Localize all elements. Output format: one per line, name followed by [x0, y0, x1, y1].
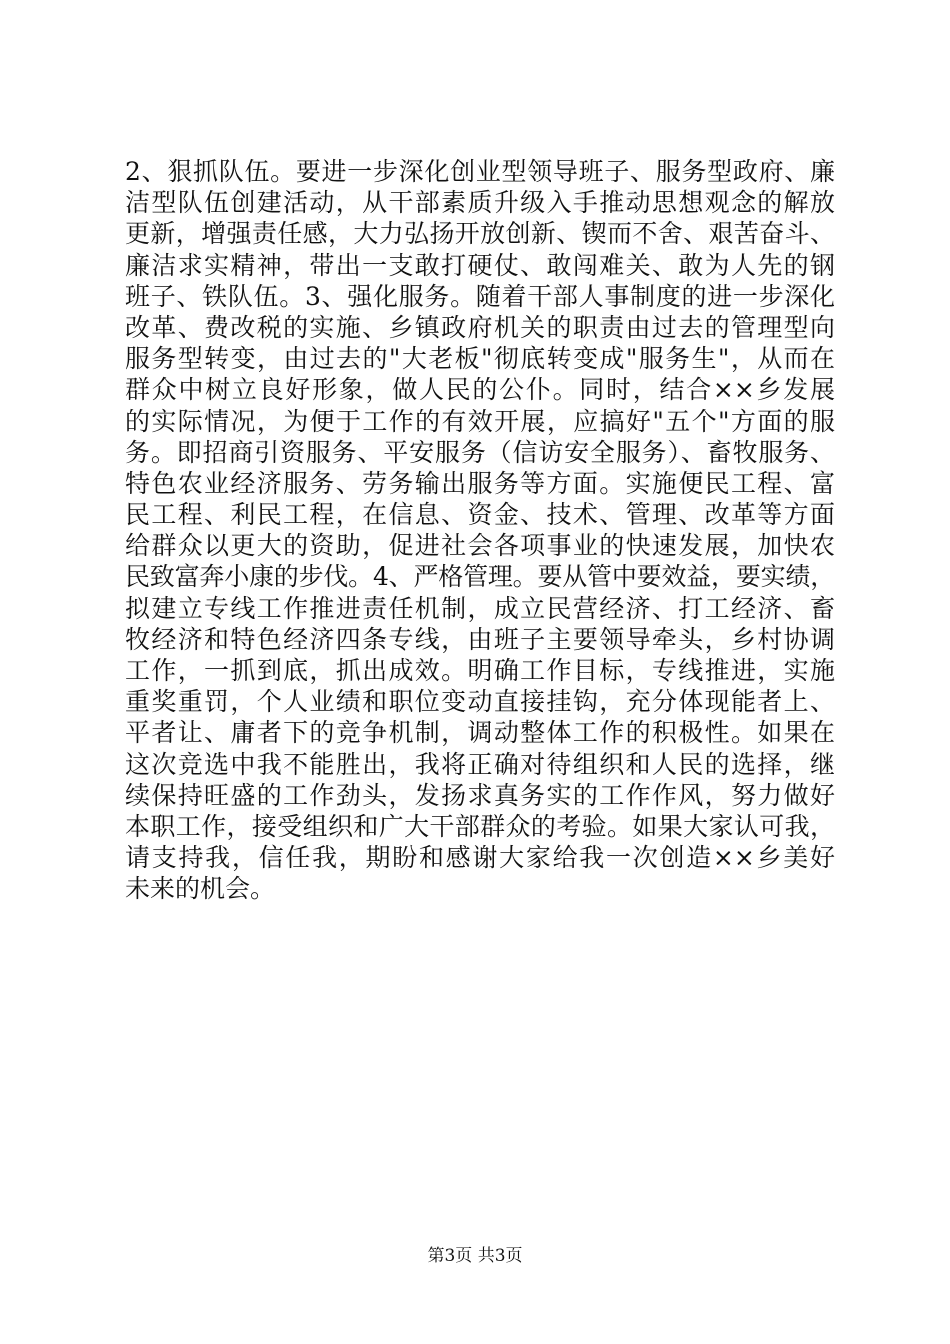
- text-line: 拟建立专线工作推进责任机制，成立民营经济、打工经济、畜: [125, 593, 835, 623]
- text-line: 群众中树立良好形象，做人民的公仆。同时，结合××乡发展: [125, 375, 835, 405]
- text-line: 未来的机会。: [125, 874, 276, 904]
- text-line: 更新，增强责任感，大力弘扬开放创新、锲而不舍、艰苦奋斗、: [125, 219, 835, 249]
- text-line: 请支持我，信任我，期盼和感谢大家给我一次创造××乡美好: [125, 843, 835, 873]
- text-line: 工作，一抓到底，抓出成效。明确工作目标，专线推进，实施: [125, 656, 835, 685]
- text-line: 平者让、庸者下的竞争机制，调动整体工作的积极性。如果在: [125, 718, 835, 748]
- text-line: 改革、费改税的实施、乡镇政府机关的职责由过去的管理型向: [125, 312, 835, 342]
- text-line: 特色农业经济服务、劳务输出服务等方面。实施便民工程、富: [125, 468, 835, 498]
- text-line: 洁型队伍创建活动，从干部素质升级入手推动思想观念的解放: [125, 188, 835, 218]
- text-line: 重奖重罚，个人业绩和职位变动直接挂钩，充分体现能者上、: [125, 687, 835, 717]
- text-line: 给群众以更大的资助，促进社会各项事业的快速发展，加快农: [125, 531, 835, 561]
- text-line: 民致富奔小康的步伐。4、严格管理。要从管中要效益，要实绩，: [125, 562, 835, 592]
- text-line: 班子、铁队伍。3、强化服务。随着干部人事制度的进一步深化: [125, 281, 835, 311]
- text-line: 民工程、利民工程，在信息、资金、技术、管理、改革等方面: [125, 500, 835, 530]
- text-line: 牧经济和特色经济四条专线，由班子主要领导牵头，乡村协调: [125, 624, 835, 654]
- text-line: 这次竞选中我不能胜出，我将正确对待组织和人民的选择，继: [125, 749, 835, 779]
- text-line: 服务型转变，由过去的"大老板"彻底转变成"服务生"，从而在: [125, 344, 835, 374]
- text-line: 2、狠抓队伍。要进一步深化创业型领导班子、服务型政府、廉: [125, 157, 835, 186]
- text-line: 的实际情况，为便于工作的有效开展，应搞好"五个"方面的服: [125, 406, 835, 436]
- body-paragraph: [125, 156, 835, 905]
- text-line: 续保持旺盛的工作劲头，发扬求真务实的工作作风，努力做好: [125, 780, 835, 810]
- text-line: 本职工作，接受组织和广大干部群众的考验。如果大家认可我，: [125, 811, 835, 841]
- page-footer: 第3页 共3页: [427, 1246, 523, 1266]
- text-line: 务。即招商引资服务、平安服务（信访安全服务）、畜牧服务、: [125, 437, 835, 467]
- text-line: 廉洁求实精神，带出一支敢打硬仗、敢闯难关、敢为人先的钢: [125, 250, 835, 280]
